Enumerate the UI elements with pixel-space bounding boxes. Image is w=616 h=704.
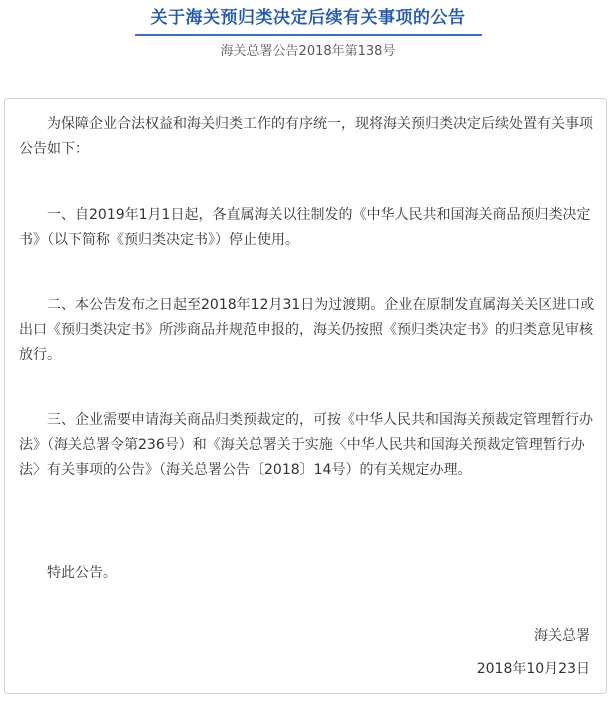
paragraph-closing: 特此公告。 bbox=[47, 565, 117, 581]
paragraph-intro: 为保障企业合法权益和海关归类工作的有序统一，现将海关预归类决定后续处置有关事项公告如下： bbox=[19, 116, 593, 157]
announcement-body bbox=[4, 98, 607, 694]
paragraph-item-3: 三、企业需要申请海关商品归类预裁定的，可按《中华人民共和国海关预裁定管理暂行办法》（海关总署令第236号）和《海关总署关于实施〈中华人民共和国海关预裁定管理暂行办法〉有关事项的公告》（海关总署公告〔2018〕14号）的有关规定办理。 bbox=[19, 412, 593, 478]
announcement-number: 海关总署公告2018年第138号 bbox=[220, 44, 396, 59]
title-area bbox=[0, 6, 616, 36]
signature-date: 2018年10月23日 bbox=[476, 661, 590, 677]
page-title: 关于海关预归类决定后续有关事项的公告 bbox=[135, 6, 482, 36]
paragraph-item-2: 二、本公告发布之日起至2018年12月31日为过渡期。企业在原制发直属海关关区进口或出口《预归类决定书》所涉商品并规范申报的，海关仍按照《预归类决定书》的归类意见审核放行。 bbox=[19, 297, 595, 363]
paragraph-item-1: 一、自2019年1月1日起，各直属海关以往制发的《中华人民共和国海关商品预归类决定书》（以下简称《预归类决定书》）停止使用。 bbox=[19, 207, 591, 248]
signature-organization: 海关总署 bbox=[534, 628, 590, 644]
